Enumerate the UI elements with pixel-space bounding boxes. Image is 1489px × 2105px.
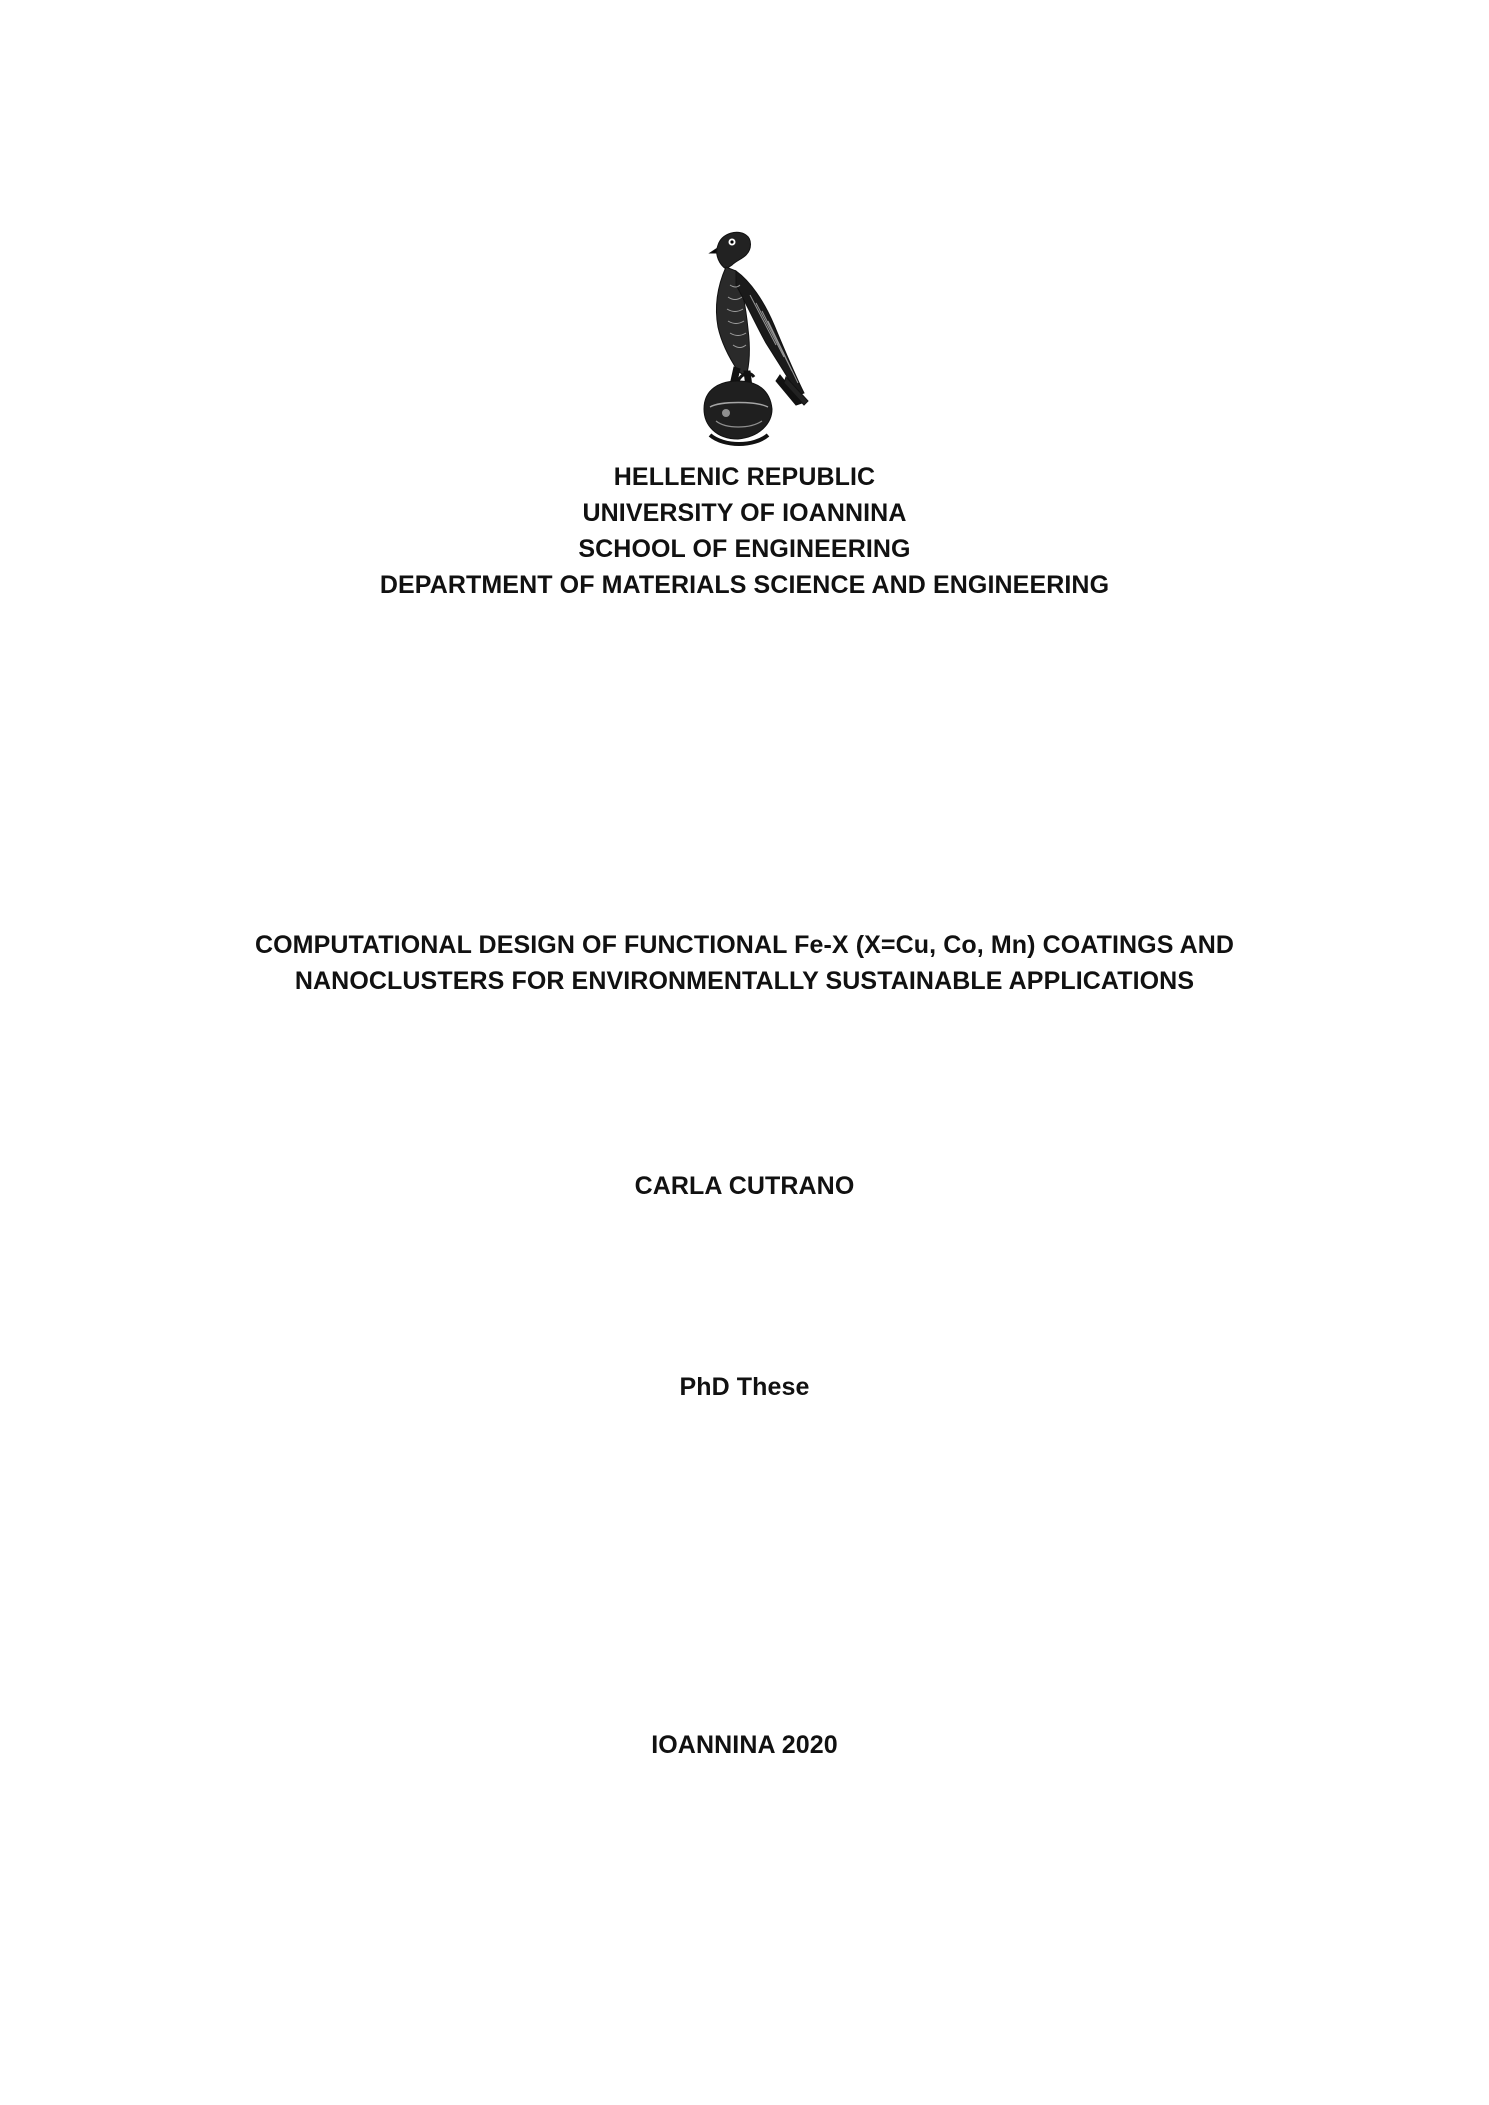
department-line: DEPARTMENT OF MATERIALS SCIENCE AND ENGINEERING [379, 571, 1110, 599]
author-name: CARLA CUTRANO [634, 1172, 855, 1200]
school-line: SCHOOL OF ENGINEERING [578, 535, 911, 563]
institution-header [0, 459, 1489, 603]
thesis-title-line-2: NANOCLUSTERS FOR ENVIRONMENTALLY SUSTAINABLE APPLICATIONS [294, 967, 1195, 995]
university-line: UNIVERSITY OF IOANNINA [582, 499, 907, 527]
country-line: HELLENIC REPUBLIC [613, 463, 876, 491]
degree-type: PhD These [679, 1373, 810, 1401]
place-and-year: IOANNINA 2020 [651, 1731, 838, 1759]
owl-emblem-icon [680, 225, 820, 450]
thesis-title-line-1: COMPUTATIONAL DESIGN OF FUNCTIONAL Fe-X (X=Cu, Co, Mn) COATINGS AND [254, 931, 1235, 959]
thesis-title [0, 927, 1489, 999]
